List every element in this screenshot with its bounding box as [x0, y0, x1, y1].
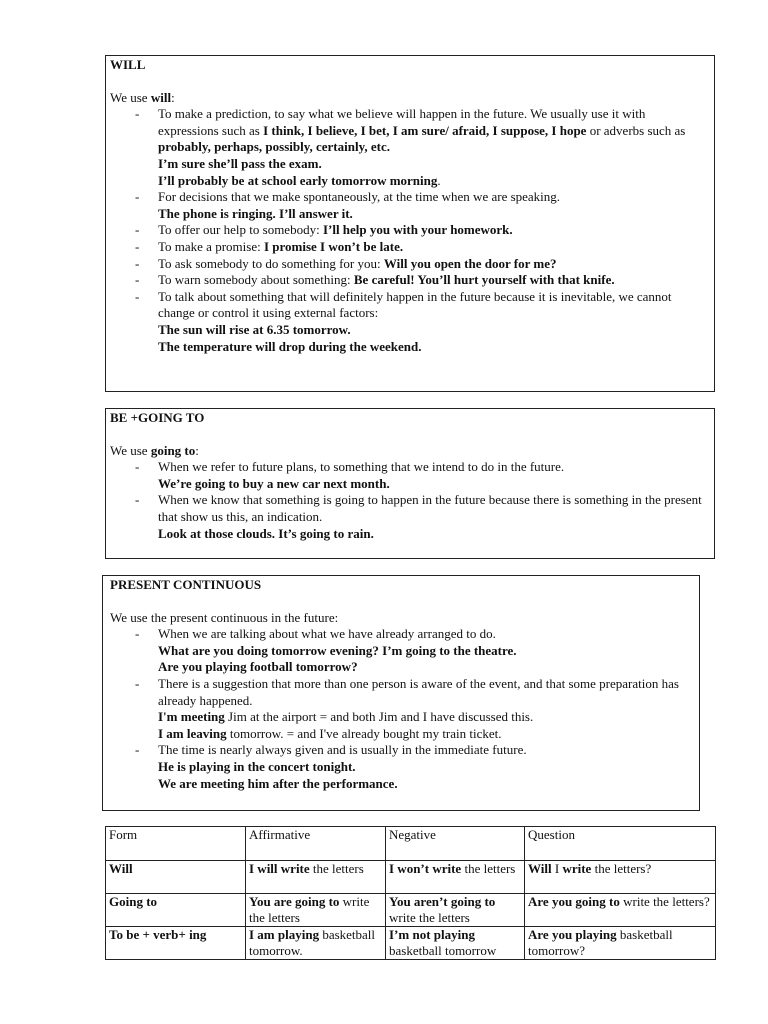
form-name: Will — [109, 861, 133, 876]
spacer — [110, 594, 694, 610]
form-name: To be + verb+ ing — [109, 927, 207, 942]
intro-keyword: will — [150, 89, 172, 105]
table-row — [106, 927, 716, 960]
header-question: Question — [525, 827, 716, 861]
cell-bold: I won’t write — [389, 861, 462, 876]
spacer — [110, 427, 709, 443]
header-negative: Negative — [386, 827, 525, 861]
example-sentence: The temperature will drop during the weekend. — [158, 338, 422, 354]
example-sentence: I promise I won’t be late. — [263, 238, 404, 254]
example-sentence: I’ll help you with your homework. — [322, 222, 513, 238]
cell-bold: You aren’t going to — [389, 894, 496, 909]
will-use-offer — [110, 222, 709, 239]
cell-text: write the letters? — [619, 894, 710, 909]
row-will-negative — [386, 861, 525, 894]
cell-bold: I’m not playing — [389, 927, 475, 942]
use-text: To offer our help to somebody: — [158, 222, 323, 238]
will-uses-list — [110, 106, 709, 355]
cell-text: basketball tomorrow. — [249, 927, 376, 958]
will-intro — [110, 90, 709, 107]
row-will-affirmative — [246, 861, 386, 894]
forms-table — [105, 826, 716, 960]
going-to-title: BE +GOING TO — [110, 410, 205, 425]
cell-text: basketball tomorrow — [389, 943, 497, 958]
example-sentence: I’m sure she’ll pass the exam. — [158, 155, 322, 171]
example-sentence — [158, 173, 709, 190]
table-row — [106, 861, 716, 894]
use-text: The time is nearly always given and is usually in the immediate future. — [158, 742, 527, 758]
header-form: Form — [106, 827, 246, 861]
intro-colon: : — [171, 89, 175, 105]
intro-text: We use — [110, 89, 151, 105]
cell-text: write the letters — [249, 894, 370, 925]
use-text: When we know that something is going to happen in the future because there is something in the present that show us this, an indication. — [158, 492, 702, 524]
use-text: When we refer to future plans, to something that we intend to do in the future. — [158, 459, 565, 475]
cell-text: write the letters — [389, 910, 470, 925]
use-text: To make a prediction, to say what we believe will happen in the future. We usually use it with expressions such as — [158, 106, 646, 138]
example-bold: I'm meeting — [158, 709, 225, 725]
present-continuous-uses-list — [110, 626, 694, 792]
example-sentence: The phone is ringing. I’ll answer it. — [158, 205, 353, 221]
going-to-section — [105, 408, 715, 559]
cell-bold: Are you playing — [528, 927, 617, 942]
row-will-form — [106, 861, 246, 894]
will-section — [105, 55, 715, 392]
row-going-to-question — [525, 894, 716, 927]
row-will-question — [525, 861, 716, 894]
cell-bold: Will — [528, 861, 552, 876]
cell-bold: I am playing — [249, 927, 320, 942]
use-text: To make a promise: — [158, 238, 264, 254]
will-use-promise — [110, 239, 709, 256]
use-text: When we are talking about what we have already arranged to do. — [158, 626, 496, 642]
row-going-to-affirmative — [246, 894, 386, 927]
table-row — [106, 894, 716, 927]
present-continuous-title: PRESENT CONTINUOUS — [110, 577, 262, 592]
cell-text: the letters — [309, 861, 364, 876]
cell-bold: write — [562, 861, 592, 876]
row-present-continuous-question — [525, 927, 716, 960]
intro-colon: : — [195, 442, 199, 458]
cell-text: the letters — [461, 861, 516, 876]
present-use-preparation — [110, 676, 694, 742]
form-name: Going to — [109, 894, 158, 909]
example-sentence: We are meeting him after the performance. — [158, 775, 398, 791]
example-text: tomorrow. = and I've already bought my train ticket. — [226, 725, 502, 741]
going-to-intro — [110, 443, 709, 460]
example-text: I’ll probably be at school early tomorrow morning — [158, 172, 438, 188]
use-adverbs: probably, perhaps, possibly, certainly, etc. — [158, 139, 390, 155]
use-text: or adverbs such as — [586, 122, 686, 138]
example-bold: I am leaving — [158, 725, 227, 741]
example-sentence — [158, 709, 694, 726]
going-to-uses-list — [110, 459, 709, 542]
use-expressions: I think, I believe, I bet, I am sure/ afraid, I suppose, I hope — [263, 122, 587, 138]
use-text: To ask somebody to do something for you: — [158, 255, 384, 271]
cell-text: the letters? — [591, 861, 652, 876]
use-text: To warn somebody about something: — [158, 272, 354, 288]
will-use-prediction — [110, 106, 709, 189]
row-present-continuous-form — [106, 927, 246, 960]
going-to-use-plans — [110, 459, 709, 492]
spacer — [110, 74, 709, 90]
will-use-inevitable — [110, 289, 709, 355]
table-header-row — [106, 827, 716, 861]
intro-text: We use — [110, 442, 151, 458]
use-text: There is a suggestion that more than one person is aware of the event, and that some preparation has already happened. — [158, 675, 679, 708]
use-text: For decisions that we make spontaneously, at the time when we are speaking. — [158, 189, 561, 205]
example-sentence: Are you playing football tomorrow? — [158, 659, 358, 675]
example-sentence: The sun will rise at 6.35 tomorrow. — [158, 321, 351, 337]
present-continuous-section — [102, 575, 700, 811]
example-sentence — [158, 726, 694, 743]
example-sentence: What are you doing tomorrow evening? I’m going to the theatre. — [158, 642, 517, 658]
row-going-to-form — [106, 894, 246, 927]
example-text: Jim at the airport = and both Jim and I have discussed this. — [224, 709, 534, 725]
example-sentence: Be careful! You’ll hurt yourself with that knife. — [353, 272, 615, 288]
intro-keyword: going to — [150, 442, 196, 458]
present-use-arranged — [110, 626, 694, 676]
example-sentence: He is playing in the concert tonight. — [158, 758, 356, 774]
going-to-use-evidence — [110, 492, 709, 542]
cell-bold: Are you going to — [528, 894, 620, 909]
cell-bold: You are going to — [249, 894, 340, 909]
will-title: WILL — [110, 57, 146, 72]
example-period: . — [437, 172, 441, 188]
cell-bold: I will write — [249, 861, 310, 876]
will-use-warning — [110, 272, 709, 289]
example-sentence: We’re going to buy a new car next month. — [158, 475, 390, 491]
row-present-continuous-affirmative — [246, 927, 386, 960]
example-sentence: Look at those clouds. It’s going to rain. — [158, 525, 374, 541]
row-present-continuous-negative — [386, 927, 525, 960]
use-text: To talk about something that will definitely happen in the future because it is inevitable, we cannot change or control it using external factors: — [158, 288, 672, 321]
cell-text: I — [551, 861, 563, 876]
will-use-request — [110, 256, 709, 273]
row-going-to-negative — [386, 894, 525, 927]
example-sentence: Will you open the door for me? — [383, 255, 557, 271]
will-use-decision — [110, 189, 709, 222]
present-continuous-intro: We use the present continuous in the future: — [110, 609, 339, 625]
present-use-time-given — [110, 742, 694, 792]
header-affirmative: Affirmative — [246, 827, 386, 861]
cell-text: basketball tomorrow? — [528, 927, 673, 958]
